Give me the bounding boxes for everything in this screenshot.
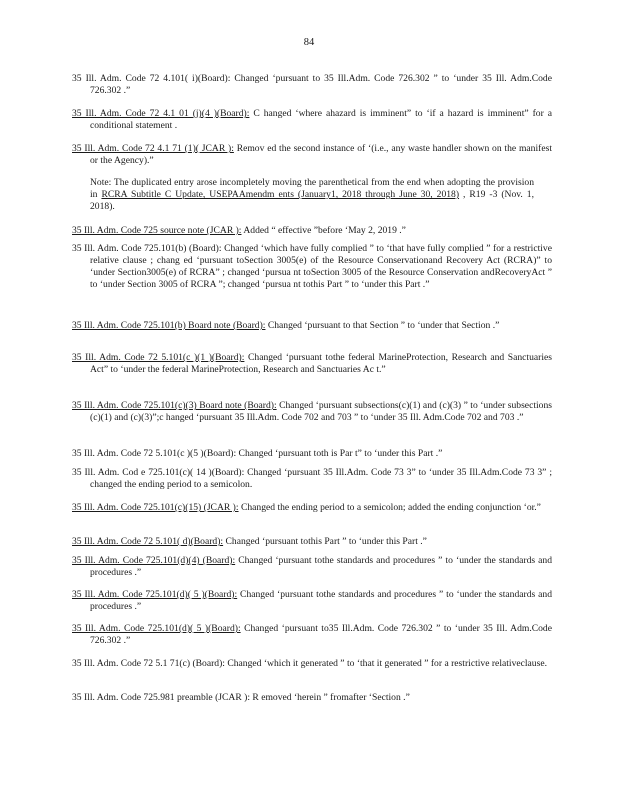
amendment-entry — [72, 502, 552, 514]
amendment-entry — [72, 73, 552, 97]
amendment-entry — [72, 108, 552, 132]
amendment-entry — [72, 143, 552, 167]
entry-text: C hanged ‘where ahazard is imminent” to ‘if a hazard is imminent” for a conditional statement . — [90, 108, 552, 131]
citation: 35 Ill. Adm. Code 72 4.1 71 (1)( JCAR ): — [72, 143, 234, 154]
citation: 35 Ill. Adm. Code 72 5.101( d)(Board): — [72, 536, 224, 547]
editorial-note — [90, 177, 534, 213]
amendment-entry — [72, 589, 552, 613]
entry-text: Changed ‘pursuant 35 Ill.Adm. Code 73 3” to ‘under 35 Ill.Adm.Code 73 3” ; changed the ending period to a semicolon. — [90, 467, 552, 490]
entry-text: Changed ‘pursuant tothe standards and procedures ” to ‘under the standards and procedures .” — [90, 555, 552, 578]
entry-text: Remov ed the second instance of ‘(i.e., any waste handler shown on the manifest or the Agency).” — [90, 143, 552, 166]
amendment-entry — [72, 352, 552, 376]
entry-text: Changed ‘pursuant to that Section ” to ‘under that Section .” — [265, 320, 500, 331]
amendment-entry — [72, 225, 552, 237]
entry-text: Changed ‘pursuant tothis Part ” to ‘under this Part .” — [223, 536, 427, 547]
amendment-entry — [72, 243, 552, 291]
citation: 35 Ill. Adm. Code 725.101(d)(4) (Board): — [72, 555, 236, 566]
citation: 35 Ill. Adm. Code 725.101(c)(15) (JCAR ): — [72, 502, 239, 513]
amendment-entry — [72, 320, 552, 332]
entry-text: R emoved ‘herein ” fromafter ‘Section .” — [250, 692, 410, 703]
citation: 35 Ill. Adm. Code 725 source note (JCAR ): — [72, 225, 242, 236]
citation: 35 Ill. Adm. Code 72 5.101(c )(1 )(Board): — [72, 352, 245, 363]
citation: 35 Ill. Adm. Code 725.101(b) (Board): — [72, 243, 222, 254]
entry-text: Changed ‘pursuant tothe federal MarineProtection, Research and Sanctuaries Act” to ‘under the federal MarineProtection, Research and Sanctuaries Ac t.” — [90, 352, 552, 375]
entry-text: Changed ‘which it generated ” to ‘that it generated ” for a restrictive relativeclause. — [224, 658, 547, 669]
note-citation-link[interactable]: RCRA Subtitle C Update, USEPAAmendm ents (January1, 2018 through June 30, 2018) — [101, 189, 460, 200]
amendment-entry — [72, 467, 552, 491]
entry-text: Changed ‘pursuant to 35 Ill.Adm. Code 726.302 ” to ‘under 35 Ill. Adm.Code 726.302 .” — [90, 73, 552, 96]
amendment-entry — [72, 400, 552, 424]
note-prefix: Note: The duplicated entry arose incompletely moving the parenthetical from the end when adopting the provision in — [90, 177, 534, 200]
entry-text: Changed ‘pursuant subsections(c)(1) and (c)(3) ” to ‘under subsections (c)(1) and (c)(3)”;c hanged ‘pursuant 35 Ill.Adm. Code 702 and 703 ” to ‘under 35 Ill. Adm.Code 702 and 703 .” — [90, 400, 552, 423]
citation: 35 Ill. Adm. Code 72 4.1 01 (j)(4 )(Board): — [72, 108, 250, 119]
entry-text: Added “ effective ”before ‘May 2, 2019 .” — [241, 225, 406, 236]
citation: 35 Ill. Adm. Code 725.101(d)( 5 )(Board): — [72, 589, 238, 600]
note-suffix: , R19 -3 (Nov. 1, 2018). — [90, 189, 535, 212]
citation: 35 Ill. Adm. Code 725.101(d)( 5 )(Board): — [72, 623, 241, 634]
entry-text: Changed ‘pursuant tothe standards and procedures ” to ‘under the standards and procedures .” — [90, 589, 552, 612]
entry-text: Changed ‘pursuant to35 Ill.Adm. Code 726.302 ” to ‘under 35 Ill. Adm.Code 726.302 .” — [90, 623, 552, 646]
amendment-entry — [72, 658, 552, 670]
citation: 35 Ill. Adm. Code 72 5.101(c )(5 )(Board): — [72, 448, 237, 459]
amendment-entry — [72, 692, 552, 704]
citation: 35 Ill. Adm. Code 72 4.101( i)(Board): — [72, 73, 231, 84]
amendment-entry — [72, 623, 552, 647]
citation: 35 Ill. Adm. Cod e 725.101(c)( 14 )(Board): — [72, 467, 245, 478]
entry-text: Changed ‘pursuant toth is Par t” to ‘under this Part .” — [236, 448, 443, 459]
entry-text: Changed ‘which have fully complied ” to ‘that have fully complied ” for a restrictive relative clause ; chang ed ‘pursuant toSection 3005(e) of the Resource Conservationand Recovery Act (RCRA)” to ‘under Section3005(e) of RCRA” ; changed ‘pursua nt toSection 3005 of the Resource Conservation andRecoveryAct ” to ‘under Section 3005 of RCRA ”; changed ‘pursua nt tothis Part ” to ‘under this Part .” — [90, 243, 552, 290]
citation: 35 Ill. Adm. Code 72 5.1 71(c) (Board): — [72, 658, 225, 669]
citation: 35 Ill. Adm. Code 725.101(b) Board note (Board): — [72, 320, 266, 331]
amendment-entry — [72, 448, 552, 460]
amendment-entry — [72, 536, 552, 548]
entry-text: Changed the ending period to a semicolon; added the ending conjunction ‘or.” — [238, 502, 541, 513]
amendment-entry — [72, 555, 552, 579]
citation: 35 Ill. Adm. Code 725.981 preamble (JCAR ): — [72, 692, 250, 703]
page-number: 84 — [303, 37, 315, 48]
citation: 35 Ill. Adm. Code 725.101(c)(3) Board note (Board): — [72, 400, 277, 411]
